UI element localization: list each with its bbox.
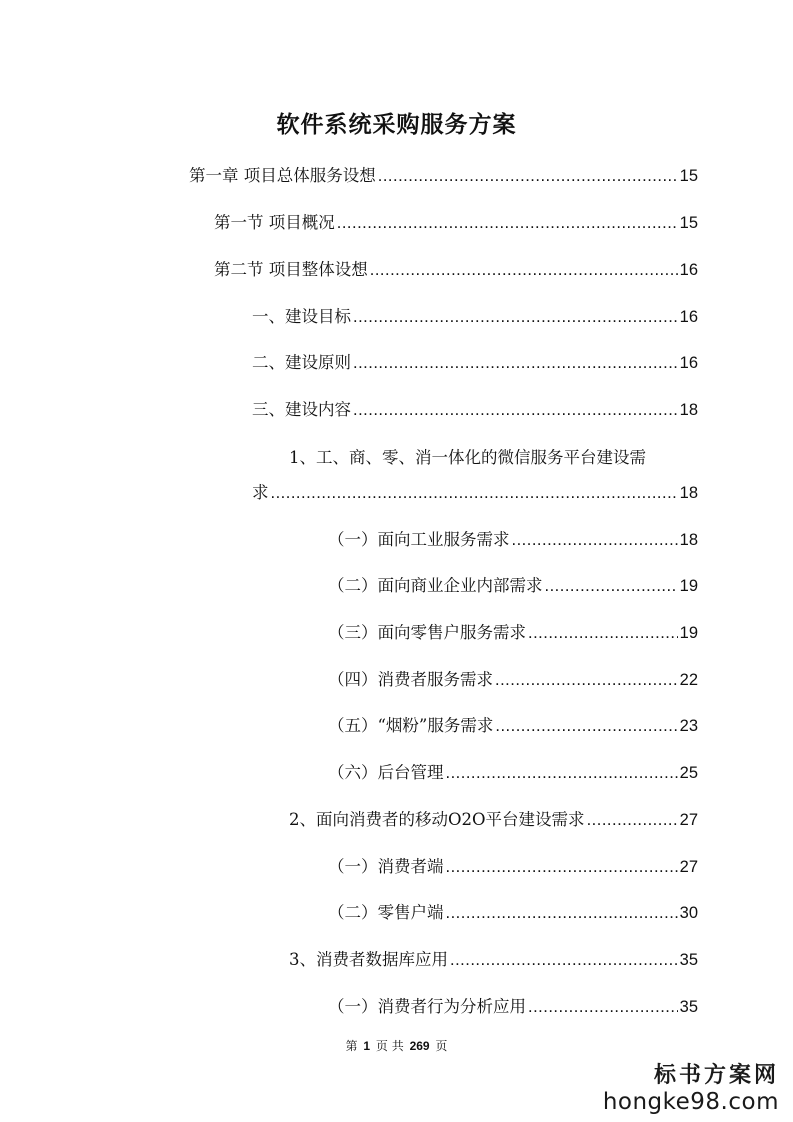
toc-leader-dots [378,164,678,188]
toc-entry-page: 18 [679,531,698,549]
toc-entry-label: （六）后台管理 [328,763,444,782]
watermark-en: hongke98.com [602,1089,779,1115]
toc-entry[interactable] [252,351,698,375]
toc-entry-label: 求 [252,483,269,502]
toc-entry-page: 27 [679,811,698,829]
toc-leader-dots [446,901,678,925]
toc-entry[interactable] [328,761,698,785]
toc-leader-dots [353,398,678,422]
toc-entry-label: 2、面向消费者的移动O2O平台建设需求 [289,810,585,829]
toc-entry-label: 3、消费者数据库应用 [289,950,448,969]
toc-entry[interactable] [328,668,698,692]
toc-leader-dots [446,761,678,785]
toc-entry[interactable] [189,164,698,188]
toc-entry-label: （二）面向商业企业内部需求 [328,576,543,595]
toc-entry[interactable] [252,305,698,329]
toc-entry-label: （三）面向零售户服务需求 [328,623,526,642]
toc-entry-page: 15 [679,167,698,185]
toc-entry[interactable] [289,808,698,832]
toc-entry-label: 第一节 项目概况 [214,213,335,232]
toc-entry-label: （一）消费者端 [328,857,444,876]
toc-entry-page: 19 [679,577,698,595]
toc-leader-dots [528,995,678,1019]
watermark [603,1063,779,1115]
toc-leader-dots [446,855,678,879]
toc-entry-label-wrapped[interactable]: 1、工、商、零、消一体化的微信服务平台建设需 [289,448,646,467]
toc-leader-dots [495,668,678,692]
toc-entry-page: 27 [679,858,698,876]
toc-entry[interactable] [214,258,698,282]
toc-entry-page: 35 [679,951,698,969]
toc-entry[interactable] [328,855,698,879]
footer-mid: 页 共 [375,1039,404,1053]
toc-entry-page: 19 [679,624,698,642]
toc-entry-label: 第二节 项目整体设想 [214,260,368,279]
toc-leader-dots [370,258,678,282]
page-title: 软件系统采购服务方案 [276,112,517,138]
toc-entry-page: 16 [679,308,698,326]
toc-leader-dots [353,305,678,329]
toc-entry-page: 15 [679,214,698,232]
toc-entry[interactable] [289,948,698,972]
page-footer [0,1037,793,1054]
footer-prefix: 第 [345,1039,358,1053]
watermark-cn: 标书方案网 [653,1063,779,1088]
toc-entry-page: 18 [679,484,698,502]
toc-entry-label: 第一章 项目总体服务设想 [189,166,376,185]
toc-entry[interactable] [328,621,698,645]
toc-entry-page: 16 [679,261,698,279]
toc-leader-dots [545,574,678,598]
toc-entry-page: 23 [679,717,698,735]
toc-entry[interactable] [328,574,698,598]
toc-entry[interactable] [252,398,698,422]
toc-entry-page: 30 [679,904,698,922]
toc-leader-dots [450,948,678,972]
toc-entry-page: 25 [679,764,698,782]
toc-entry-page: 18 [679,401,698,419]
toc-entry-page: 22 [679,671,698,689]
toc-entry-label: 二、建设原则 [252,353,351,372]
toc-leader-dots [337,211,678,235]
toc-entry[interactable] [328,714,698,738]
toc-leader-dots [271,481,678,505]
toc-leader-dots [528,621,678,645]
toc-entry[interactable] [328,528,698,552]
toc-entry-page: 35 [679,998,698,1016]
toc-entry-label: （一）面向工业服务需求 [328,530,510,549]
toc-entry-label: （四）消费者服务需求 [328,670,493,689]
toc-entry-page: 16 [679,354,698,372]
toc-entry-label: （五）“烟粉”服务需求 [328,716,494,735]
toc-leader-dots [512,528,678,552]
toc-leader-dots [495,714,677,738]
footer-current-page: 1 [363,1039,371,1053]
toc-entry[interactable] [328,995,698,1019]
toc-entry[interactable] [214,211,698,235]
toc-entry-label: 三、建设内容 [252,400,351,419]
toc-entry-label: （一）消费者行为分析应用 [328,997,526,1016]
footer-total-pages: 269 [409,1039,430,1053]
toc-entry[interactable] [252,481,698,505]
toc-leader-dots [353,351,678,375]
toc-leader-dots [587,808,678,832]
toc-entry-label: （二）零售户端 [328,903,444,922]
toc-entry-label: 一、建设目标 [252,307,351,326]
footer-suffix: 页 [435,1039,448,1053]
toc-entry[interactable] [328,901,698,925]
